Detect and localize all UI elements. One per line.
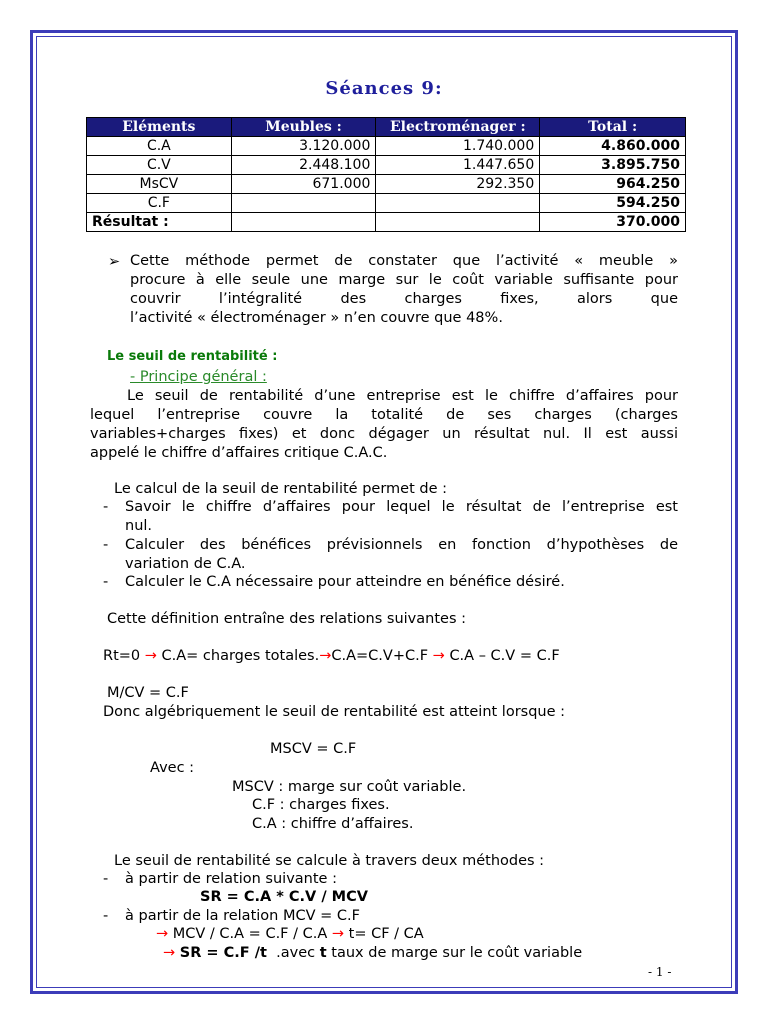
calcul-intro: Le calcul de la seuil de rentabilité permet de : [114,481,447,497]
table-row [87,137,686,156]
cell-total: 3.895.750 [540,156,686,175]
method-two-label: à partir de la relation MCV = C.F [125,908,360,924]
relation-line [103,647,560,666]
right-arrow-icon: → [144,648,157,664]
bullet-line: procure à elle seule une marge sur le coût variable suffisante pour [130,272,678,288]
list-item-cont: nul. [125,518,153,534]
cell-electro: 1.447.650 [376,156,540,175]
principe-line: appelé le chiffre d’affaires critique C.A.C. [90,445,388,461]
row-label: MsCV [87,175,232,194]
cell-electro: 292.350 [376,175,540,194]
subheading-principe: - Principe général : [130,369,267,385]
page-title: Séances 9: [325,78,443,99]
bullet-line: Cette méthode permet de constater que l’activité « meuble » [130,253,678,269]
formula-sr-two: SR = C.F /t [179,945,267,961]
formula-sr-one: SR = C.A * C.V / MCV [200,889,368,905]
table-row [87,194,686,213]
list-dash: - [103,871,109,887]
relation-part: C.A – C.V = C.F [449,648,560,664]
row-label: C.V [87,156,232,175]
section-heading: Le seuil de rentabilité : [107,349,278,364]
formula-t: t [319,945,327,961]
table-row [87,213,686,232]
table-row [87,156,686,175]
cell-total: 964.250 [540,175,686,194]
row-label: C.F [87,194,232,213]
donc-line: Donc algébriquement le seuil de rentabilité est atteint lorsque : [103,704,566,720]
cell-electro [376,213,540,232]
relation-part: Rt=0 [103,648,141,664]
formula-rest: taux de marge sur le coût variable [331,945,583,961]
cell-meubles: 671.000 [231,175,376,194]
table-header: Meubles : [231,118,376,137]
mcv-line: M/CV = C.F [107,685,189,701]
list-dash: - [103,574,109,590]
row-label: C.A [87,137,232,156]
right-arrow-icon: → [331,926,345,942]
definition-item: C.F : charges fixes. [252,797,390,813]
formula-part: MCV / C.A = C.F / C.A [172,926,328,942]
right-arrow-icon: → [163,945,176,961]
right-arrow-icon: → [156,926,169,942]
cell-meubles: 3.120.000 [231,137,376,156]
table-header: Electroménager : [376,118,540,137]
method-one-label: à partir de relation suivante : [125,871,337,887]
cell-meubles: 2.448.100 [231,156,376,175]
results-table [86,117,686,232]
list-dash: - [103,499,109,515]
formula-two-line [156,925,424,944]
table-row [87,175,686,194]
cell-total: 594.250 [540,194,686,213]
right-arrow-icon: → [319,648,332,664]
page-number: - 1 - [648,965,672,979]
list-dash: - [103,537,109,553]
table-header: Eléments [87,118,232,137]
list-dash: - [103,908,109,924]
cell-electro [376,194,540,213]
list-item: Calculer le C.A nécessaire pour atteindre en bénéfice désiré. [125,574,565,590]
right-arrow-icon: → [432,648,445,664]
definition-item: MSCV : marge sur coût variable. [232,779,467,795]
formula-three-line [163,944,582,963]
cell-total: 370.000 [540,213,686,232]
cell-electro: 1.740.000 [376,137,540,156]
bullet-arrow-icon: ➢ [108,254,121,270]
relation-part: C.A= charges totales. [161,648,320,664]
bullet-line: l’activité « électroménager » n’en couvre que 48%. [130,310,503,326]
definition-item: C.A : chiffre d’affaires. [252,816,414,832]
avec-label: Avec : [150,760,195,776]
table-header-row [87,118,686,137]
relation-part: C.A=C.V+C.F [331,648,429,664]
row-label: Résultat : [87,213,232,232]
table-header: Total : [540,118,686,137]
principe-line: Le seuil de rentabilité d’une entreprise est le chiffre d’affaires pour [127,388,678,404]
principe-line: lequel l’entreprise couvre la totalité de ses charges (charges [90,407,678,423]
cell-total: 4.860.000 [540,137,686,156]
list-item: Calculer des bénéfices prévisionnels en fonction d’hypothèses de [125,537,678,553]
principe-line: variables+charges fixes) et donc dégager un résultat nul. Il est aussi [90,426,678,442]
formula-avec: .avec [276,945,316,961]
definition-intro: Cette définition entraîne des relations suivantes : [107,611,466,627]
cell-meubles [231,213,376,232]
list-item-cont: variation de C.A. [125,556,246,572]
bullet-line: couvrir l’intégralité des charges fixes, alors que [130,291,678,307]
formula-part: t= CF / CA [348,926,424,942]
cell-meubles [231,194,376,213]
methods-intro: Le seuil de rentabilité se calcule à travers deux méthodes : [114,853,545,869]
mscv-equation: MSCV = C.F [270,741,357,757]
list-item: Savoir le chiffre d’affaires pour lequel le résultat de l’entreprise est [125,499,678,515]
